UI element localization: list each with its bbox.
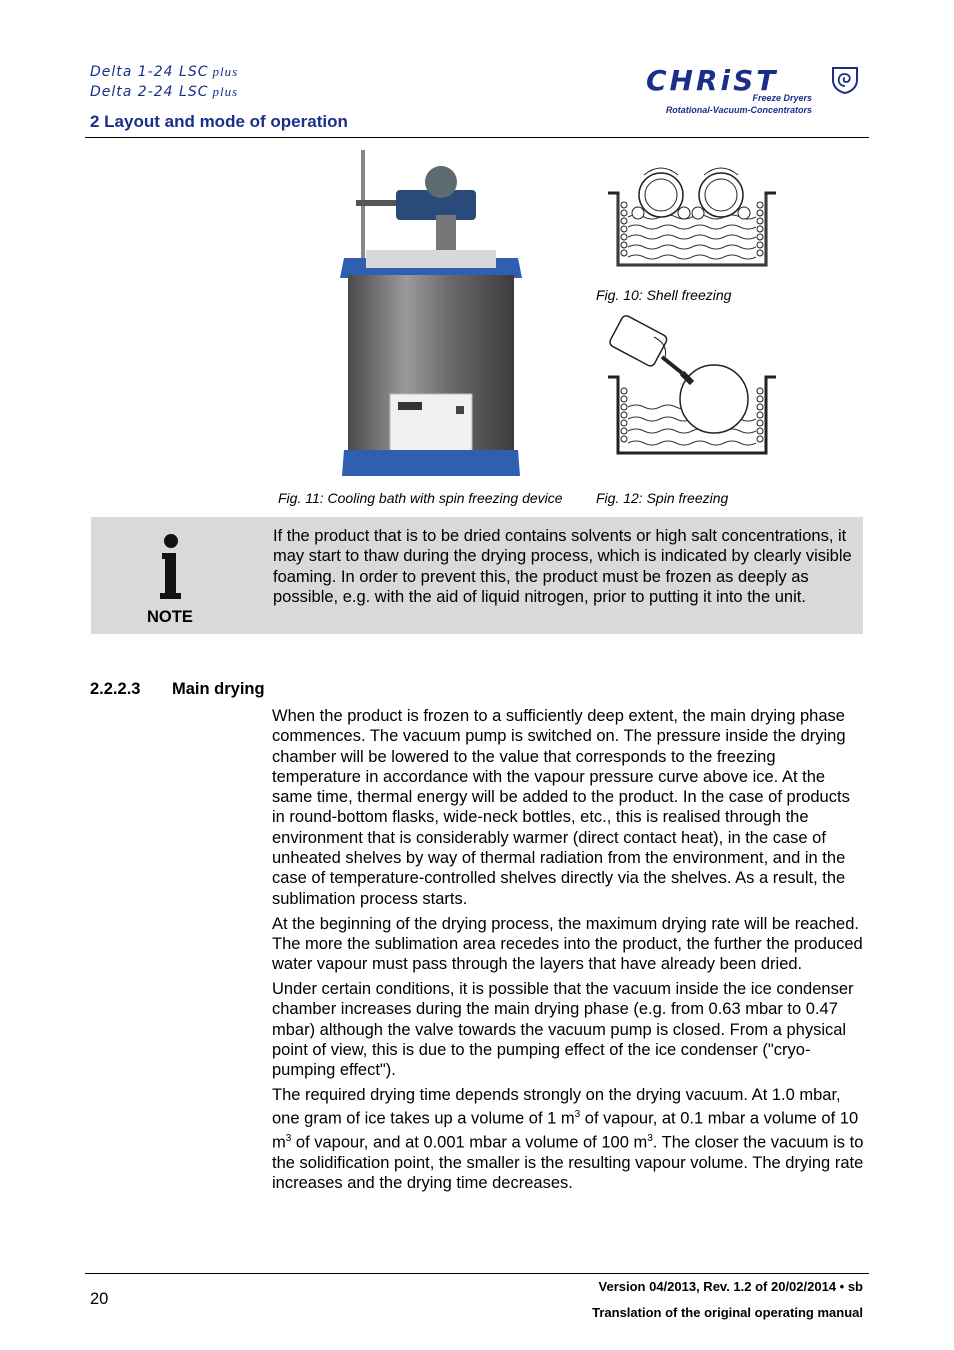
info-icon xyxy=(157,533,185,601)
fig12-caption: Fig. 12: Spin freezing xyxy=(596,490,729,506)
model-line-2: Delta 2-24 LSC plus xyxy=(90,84,239,100)
header-rule xyxy=(85,137,869,138)
subsection-number: 2.2.2.3 xyxy=(90,680,141,698)
paragraph-3: Under certain conditions, it is possible that the vacuum inside the ice condenser chamber increases during the main drying phase (e.g. from 0.63 mbar to 0.47 mbar) although the valve towards the vacuum pump is closed. From a physical point of view, this is due to the pumping effect of the ice condenser ("cryo-pumping effect"). xyxy=(272,980,854,1080)
section-title: 2 Layout and mode of operation xyxy=(90,112,348,131)
note-box xyxy=(91,517,863,634)
cooling-bath-figure xyxy=(336,150,526,480)
logo-brand: CHRiST xyxy=(646,64,779,97)
shell-freezing-figure xyxy=(604,165,782,277)
brand-logo xyxy=(640,62,865,120)
page-number: 20 xyxy=(90,1290,109,1308)
paragraph-4: The required drying time depends strongly on the drying vacuum. At 1.0 mbar, one gram of ice takes up a volume of 1 $m^3$ of vapour, at 0.1 mbar a volume of 10 $m^3$ of vapour, and at 0.001 mbar a volume of 100 $m^3$. The closer the vacuum is to the solidification point, the smaller is the resulting vapour volume. The drying rate increases and the drying time decreases. xyxy=(272,1086,864,1193)
paragraph-2: At the beginning of the drying process, the maximum drying rate will be reached. The more the sublimation area recedes into the product, the further the produced water vapour must pass through the layers that have already been dried. xyxy=(272,914,863,974)
footer-translation: Translation of the original operating manual xyxy=(592,1305,863,1320)
note-label: NOTE xyxy=(147,608,193,626)
model-line-1: Delta 1-24 LSC plus xyxy=(90,64,239,80)
footer-rule xyxy=(85,1273,869,1274)
fig11-caption: Fig. 11: Cooling bath with spin freezing device xyxy=(278,490,563,506)
logo-emblem-icon xyxy=(830,65,860,95)
paragraph-1: When the product is frozen to a sufficiently deep extent, the main drying phase commences. The vacuum pump is switched on. The pressure inside the drying chamber will be lowered to the value that corresponds to the freezing temperature in accordance with the vapour pressure curve above ice. At the same time, thermal energy will be added to the product. In the case of products in round-bottom flasks, wide-neck bottles, etc., this is realised through the environment that is considerably warmer (direct contact heat), in the case of unheated shelves by way of thermal radiation from the environment, and in the case of temperature-controlled shelves directly via the shelves. As a result, the sublimation process starts. xyxy=(272,707,850,908)
spin-freezing-figure xyxy=(604,315,782,460)
fig10-caption: Fig. 10: Shell freezing xyxy=(596,287,732,303)
logo-tagline-2: Rotational-Vacuum-Concentrators xyxy=(665,105,812,115)
logo-tagline-1: Freeze Dryers xyxy=(752,93,812,103)
footer-version: Version 04/2013, Rev. 1.2 of 20/02/2014 • sb xyxy=(598,1279,863,1294)
main-drying-body xyxy=(272,706,866,1198)
note-text: If the product that is to be dried contains solvents or high salt concentrations, it may start to thaw during the drying process, which is indicated by clearly visible foaming. In order to prevent this, the product must be frozen as deeply as possible, e.g. with the aid of liquid nitrogen, prior to putting it into the unit. xyxy=(273,527,852,606)
subsection-title: Main drying xyxy=(172,680,265,698)
